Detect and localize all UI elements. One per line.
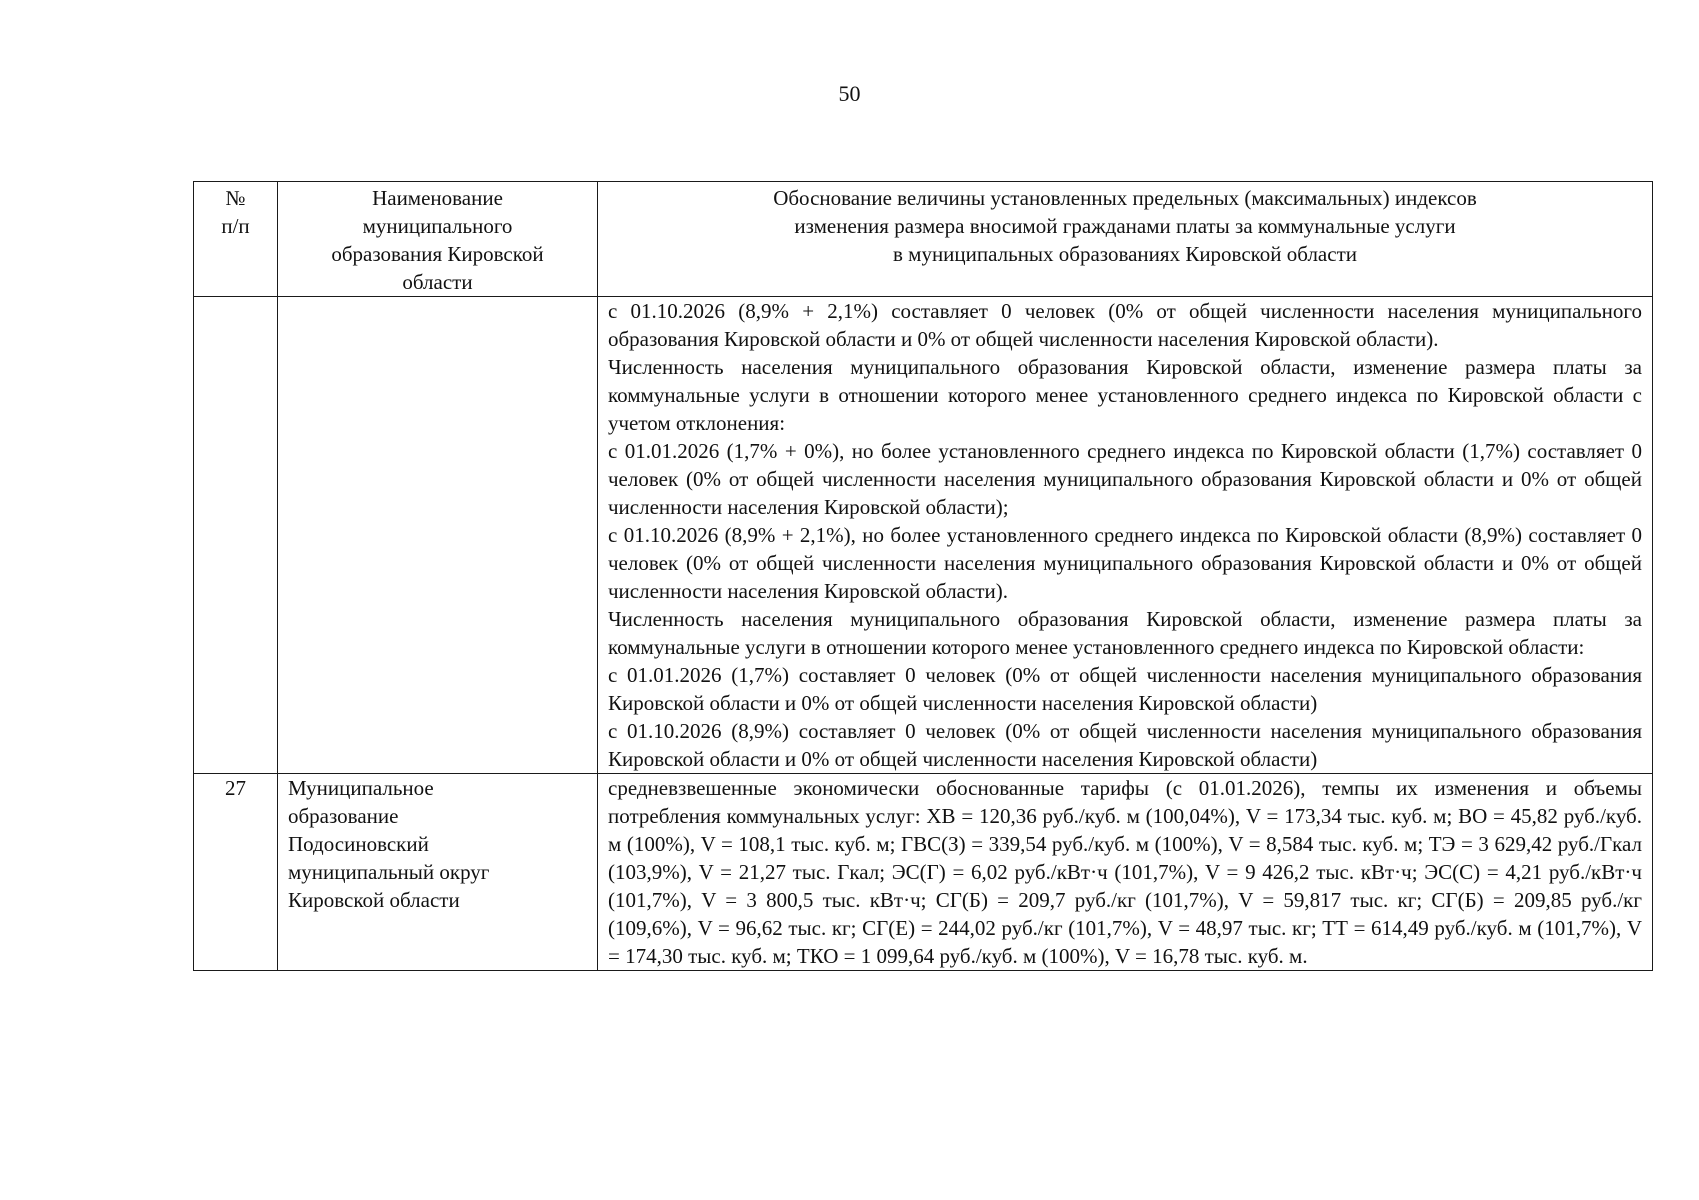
justification-paragraph: с 01.10.2026 (8,9% + 2,1%) составляет 0 человек (0% от общей численности населения муниципального образования Кировской области и 0% от общей численности населения Кировской области). bbox=[608, 299, 1642, 351]
header-municipality-line: муниципального bbox=[362, 214, 513, 238]
header-justification-line: изменения размера вносимой гражданами платы за коммунальные услуги bbox=[794, 214, 1456, 238]
justification-paragraph: Численность населения муниципального образования Кировской области, изменение размера платы за коммунальные услуги в отношении которого менее установленного среднего индекса по Кировской области: bbox=[608, 607, 1642, 659]
header-number-line: № bbox=[225, 186, 246, 210]
header-justification-line: в муниципальных образованиях Кировской области bbox=[892, 242, 1357, 266]
row-municipality-name bbox=[278, 774, 598, 971]
justification-paragraph: с 01.01.2026 (1,7% + 0%), но более установленного среднего индекса по Кировской области (1,7%) составляет 0 человек (0% от общей численности населения муниципального образования Кировской области и 0% от общей численности населения Кировской области); bbox=[608, 439, 1642, 519]
row-justification bbox=[598, 774, 1653, 971]
municipality-name-line: Подосиновский bbox=[288, 832, 429, 856]
header-municipality-line: образования Кировской bbox=[331, 242, 544, 266]
header-municipality bbox=[278, 182, 598, 297]
justification-paragraph: с 01.01.2026 (1,7%) составляет 0 человек (0% от общей численности населения муниципального образования Кировской области и 0% от общей численности населения Кировской области) bbox=[608, 663, 1642, 715]
row-number bbox=[194, 297, 278, 774]
header-municipality-line: Наименование bbox=[372, 186, 503, 210]
table-header-row bbox=[194, 182, 1653, 297]
row-justification bbox=[598, 297, 1653, 774]
municipality-name-line: образование bbox=[288, 804, 399, 828]
table-row bbox=[194, 774, 1653, 971]
row-municipality-name bbox=[278, 297, 598, 774]
municipality-name-line: Кировской области bbox=[288, 888, 460, 912]
municipality-name-line: Муниципальное bbox=[288, 776, 434, 800]
row-number: 27 bbox=[194, 774, 278, 971]
justification-paragraph: с 01.10.2026 (8,9%) составляет 0 человек (0% от общей численности населения муниципального образования Кировской области и 0% от общей численности населения Кировской области) bbox=[608, 719, 1642, 771]
header-number-line: п/п bbox=[221, 214, 250, 238]
header-justification bbox=[598, 182, 1653, 297]
page-number: 50 bbox=[838, 81, 861, 106]
header-justification-line: Обоснование величины установленных предельных (максимальных) индексов bbox=[773, 186, 1477, 210]
justification-table bbox=[193, 181, 1653, 971]
justification-paragraph: Численность населения муниципального образования Кировской области, изменение размера платы за коммунальные услуги в отношении которого менее установленного среднего индекса по Кировской области с учетом отклонения: bbox=[608, 355, 1642, 435]
header-municipality-line: области bbox=[402, 270, 473, 294]
header-number bbox=[194, 182, 278, 297]
justification-paragraph: с 01.10.2026 (8,9% + 2,1%), но более установленного среднего индекса по Кировской области (8,9%) составляет 0 человек (0% от общей численности населения муниципального образования Кировской области и 0% от общей численности населения Кировской области). bbox=[608, 523, 1642, 603]
municipality-name-line: муниципальный округ bbox=[288, 860, 490, 884]
justification-paragraph: средневзвешенные экономически обоснованные тарифы (с 01.01.2026), темпы их изменения и объемы потребления коммунальных услуг: ХВ = 120,36 руб./куб. м (100,04%), V = 173,34 тыс. куб. м; ВО = 45,82 руб./куб. м (100%), V = 108,1 тыс. куб. м; ГВС(З) = 339,54 руб./куб. м (100%), V = 8,584 тыс. куб. м; ТЭ = 3 629,42 руб./Гкал (103,9%), V = 21,27 тыс. Гкал; ЭС(Г) = 6,02 руб./кВт·ч (101,7%), V = 9 426,2 тыс. кВт·ч; ЭС(С) = 4,21 руб./кВт·ч (101,7%), V = 3 800,5 тыс. кВт·ч; СГ(Б) = 209,7 руб./кг (101,7%), V = 59,817 тыс. кг; СГ(Б) = 209,85 руб./кг (109,6%), V = 96,62 тыс. кг; СГ(Е) = 244,02 руб./кг (101,7%), V = 48,97 тыс. кг; ТТ = 614,49 руб./куб. м (101,7%), V = 174,30 тыс. куб. м; ТКО = 1 099,64 руб./куб. м (100%), V = 16,78 тыс. куб. м. bbox=[608, 776, 1642, 968]
table-row bbox=[194, 297, 1653, 774]
